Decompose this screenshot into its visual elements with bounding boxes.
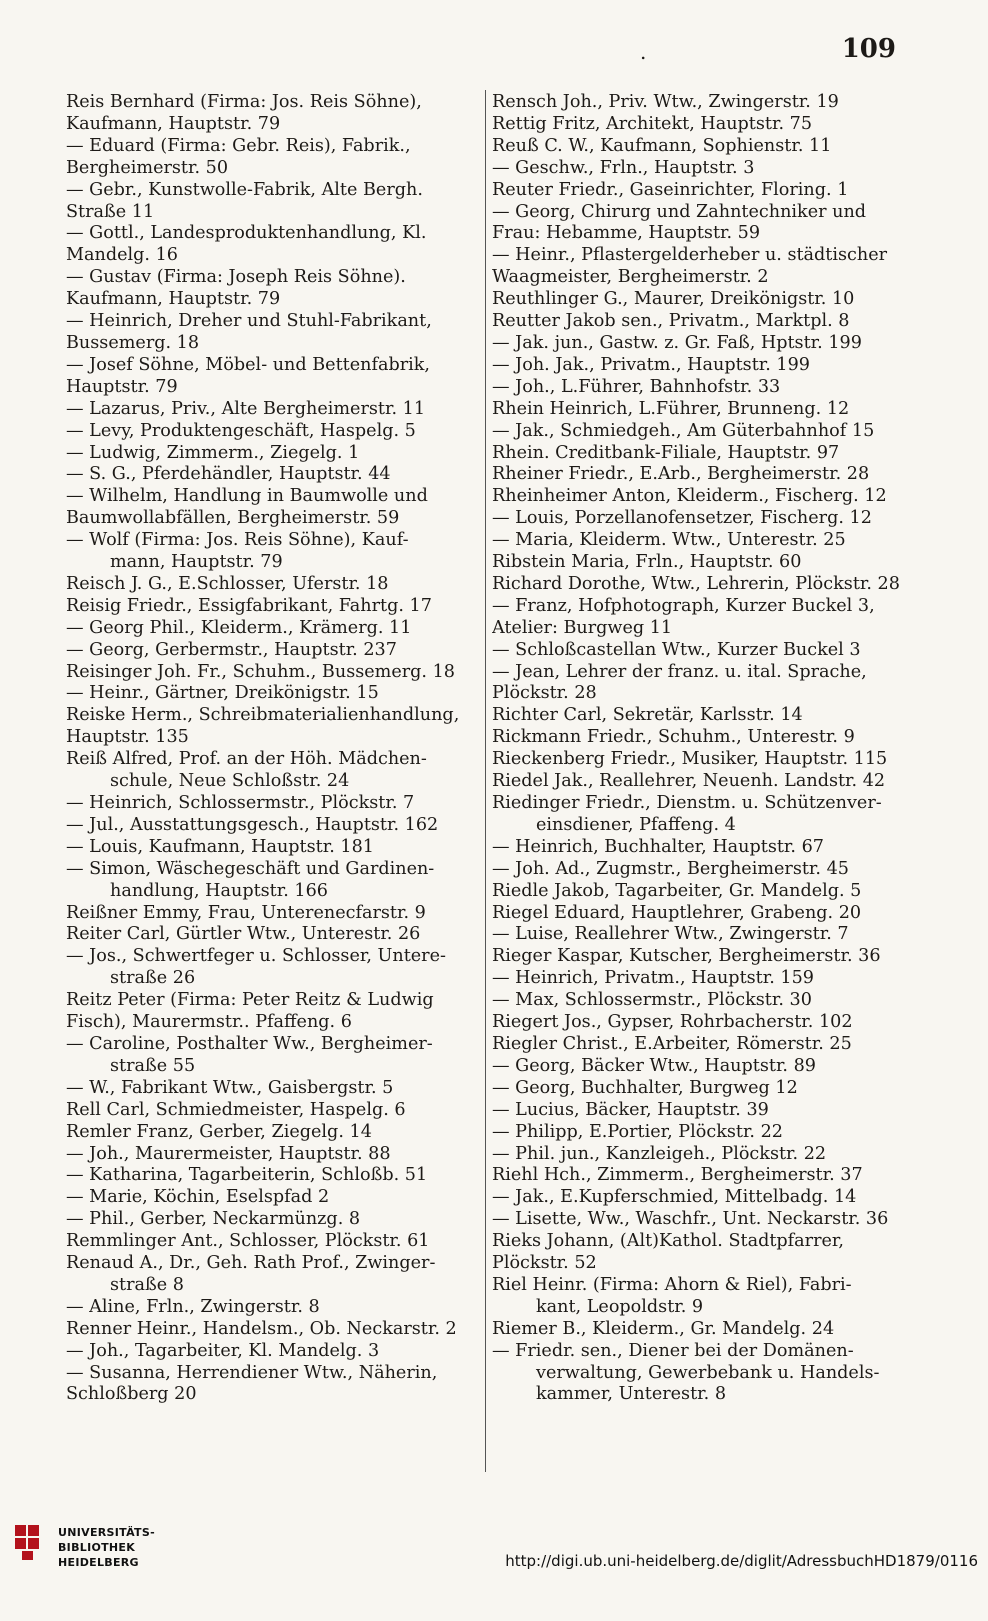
left-column [66, 92, 484, 1406]
directory-entry-line: — Philipp, E.Portier, Plöckstr. 22 [492, 1121, 783, 1142]
logo-line-2: BIBLIOTHEK [58, 1541, 136, 1554]
directory-entry-line: straße 55 [110, 1055, 196, 1076]
directory-entry-line: schule, Neue Schloßstr. 24 [110, 771, 350, 792]
directory-entry-line: — Joh., Tagarbeiter, Kl. Mandelg. 3 [66, 1340, 380, 1361]
directory-entry-line: Straße 11 [66, 201, 155, 222]
directory-entry-line: — Heinrich, Schlossermstr., Plöckstr. 7 [66, 793, 415, 813]
directory-entry-line: Hauptstr. 79 [66, 376, 178, 397]
directory-entry-line: — Max, Schlossermstr., Plöckstr. 30 [492, 990, 812, 1011]
directory-entry-line: straße 8 [110, 1274, 184, 1295]
logo-line-3: HEIDELBERG [58, 1556, 139, 1569]
directory-entry-line: Mandelg. 16 [66, 245, 178, 266]
directory-entry-line: Riedinger Friedr., Dienstm. u. Schützenver- [492, 793, 882, 813]
directory-entry-line: — Friedr. sen., Diener bei der Domänen- [492, 1340, 854, 1361]
directory-entry-line: Ribstein Maria, Frln., Hauptstr. 60 [492, 552, 802, 573]
directory-entry-line: — Lisette, Ww., Waschfr., Unt. Neckarstr. 36 [492, 1209, 889, 1230]
directory-entry-line: Riegler Christ., E.Arbeiter, Römerstr. 25 [492, 1033, 852, 1054]
directory-entry-line: Renner Heinr., Handelsm., Ob. Neckarstr. 2 [66, 1318, 457, 1339]
library-logo-icon [12, 1522, 52, 1562]
directory-entry-line: — Jul., Ausstattungsgesch., Hauptstr. 162 [66, 814, 439, 835]
directory-entry-line: — Luise, Reallehrer Wtw., Zwingerstr. 7 [492, 924, 849, 945]
directory-entry-line: Kaufmann, Hauptstr. 79 [66, 289, 281, 310]
directory-entry-line: Reiske Herm., Schreibmaterialienhandlung, [66, 705, 460, 726]
directory-entry-line: — Geschw., Frln., Hauptstr. 3 [492, 157, 755, 178]
directory-entry-line: Rickmann Friedr., Schuhm., Unterestr. 9 [492, 727, 855, 748]
directory-entry-line: — W., Fabrikant Wtw., Gaisbergstr. 5 [66, 1077, 394, 1098]
directory-entry-line: Richard Dorothe, Wtw., Lehrerin, Plöckstr. 28 [492, 573, 900, 594]
directory-entry-line: Reuter Friedr., Gaseinrichter, Floring. 1 [492, 179, 849, 200]
directory-entry-line: Reiß Alfred, Prof. an der Höh. Mädchen- [66, 749, 427, 770]
directory-entry-line: Atelier: Burgweg 11 [492, 617, 673, 638]
directory-entry-line: Rheinheimer Anton, Kleiderm., Fischerg. 12 [492, 486, 887, 507]
directory-entry-line: — Heinr., Pflastergelderheber u. städtischer [492, 245, 888, 266]
directory-entry-line: Reisch J. G., E.Schlosser, Uferstr. 18 [66, 573, 389, 594]
directory-entry-line: Rettig Fritz, Architekt, Hauptstr. 75 [492, 113, 813, 134]
directory-entry-line: — Simon, Wäschegeschäft und Gardinen- [66, 858, 435, 879]
directory-entry-line: — Jak., Schmiedgeh., Am Güterbahnhof 15 [492, 420, 875, 441]
directory-entry-line: — S. G., Pferdehändler, Hauptstr. 44 [66, 464, 391, 485]
directory-entry-line: — Joh. Ad., Zugmstr., Bergheimerstr. 45 [492, 858, 849, 879]
directory-entry-line: — Jos., Schwertfeger u. Schlosser, Untere- [66, 946, 446, 967]
directory-entry-line: Reitz Peter (Firma: Peter Reitz & Ludwig [66, 990, 434, 1011]
directory-entry-line: verwaltung, Gewerbebank u. Handels- [536, 1362, 880, 1383]
directory-entry-line: — Joh., L.Führer, Bahnhofstr. 33 [492, 376, 781, 397]
directory-entry-line: Riemer B., Kleiderm., Gr. Mandelg. 24 [492, 1318, 835, 1339]
directory-entry-line: — Phil., Gerber, Neckarmünzg. 8 [66, 1209, 361, 1230]
directory-entry-line: — Georg, Gerbermstr., Hauptstr. 237 [66, 639, 397, 660]
directory-entry-line: Plöckstr. 28 [492, 683, 597, 704]
directory-entry-line: — Josef Söhne, Möbel- und Bettenfabrik, [66, 354, 431, 375]
logo-line-1: UNIVERSITÄTS- [58, 1526, 155, 1539]
directory-entry-line: — Gustav (Firma: Joseph Reis Söhne). [66, 267, 406, 288]
directory-entry-line: Rell Carl, Schmiedmeister, Haspelg. 6 [66, 1099, 406, 1120]
directory-entry-line: Reutter Jakob sen., Privatm., Marktpl. 8 [492, 311, 850, 332]
directory-entry-line: Rieger Kaspar, Kutscher, Bergheimerstr. 36 [492, 946, 881, 967]
directory-entry-line: — Jean, Lehrer der franz. u. ital. Sprache, [492, 661, 867, 682]
directory-entry-line: — Lucius, Bäcker, Hauptstr. 39 [492, 1099, 769, 1120]
directory-entry-line: Rieckenberg Friedr., Musiker, Hauptstr. 115 [492, 749, 888, 770]
directory-entry-line: — Louis, Porzellanofensetzer, Fischerg. 12 [492, 508, 872, 529]
directory-entry-line: Reiter Carl, Gürtler Wtw., Unterestr. 26 [66, 924, 421, 945]
directory-entry-line: — Georg, Chirurg und Zahntechniker und [492, 201, 867, 222]
directory-entry-line: — Heinrich, Dreher und Stuhl-Fabrikant, [66, 311, 432, 332]
directory-entry-line: Waagmeister, Bergheimerstr. 2 [492, 267, 769, 288]
directory-entry-line: — Georg, Buchhalter, Burgweg 12 [492, 1077, 798, 1098]
directory-entry-line: Riehl Hch., Zimmerm., Bergheimerstr. 37 [492, 1165, 863, 1186]
directory-entry-line: Riegert Jos., Gypser, Rohrbacherstr. 102 [492, 1012, 853, 1033]
page-number: 109 [841, 34, 896, 64]
column-divider [485, 90, 486, 1472]
directory-entry-line: — Phil. jun., Kanzleigeh., Plöckstr. 22 [492, 1143, 827, 1164]
directory-entry-line: — Levy, Produktengeschäft, Haspelg. 5 [66, 420, 416, 441]
directory-entry-line: mann, Hauptstr. 79 [110, 552, 283, 573]
directory-entry-line: Riedle Jakob, Tagarbeiter, Gr. Mandelg. 5 [492, 880, 862, 901]
directory-entry-line: handlung, Hauptstr. 166 [110, 880, 328, 901]
directory-entry-line: Riel Heinr. (Firma: Ahorn & Riel), Fabri- [492, 1274, 852, 1295]
directory-entry-line: Fisch), Maurermstr.. Pfaffeng. 6 [66, 1012, 352, 1033]
directory-entry-line: Rheiner Friedr., E.Arb., Bergheimerstr. 28 [492, 464, 870, 485]
directory-entry-line: — Joh., Maurermeister, Hauptstr. 88 [66, 1143, 391, 1164]
directory-entry-line: Rhein Heinrich, L.Führer, Brunneng. 12 [492, 398, 850, 419]
directory-entry-line: Rhein. Creditbank-Filiale, Hauptstr. 97 [492, 442, 840, 463]
directory-entry-line: Rieks Johann, (Alt)Kathol. Stadtpfarrer, [492, 1231, 844, 1252]
directory-entry-line: Hauptstr. 135 [66, 727, 189, 748]
directory-entry-line: — Gebr., Kunstwolle-Fabrik, Alte Bergh. [66, 179, 423, 200]
library-logo [12, 1518, 155, 1598]
directory-entry-line: — Gottl., Landesproduktenhandlung, Kl. [66, 223, 427, 244]
directory-entry-line: Reuthlinger G., Maurer, Dreikönigstr. 10 [492, 289, 855, 310]
directory-entry-line: — Schloßcastellan Wtw., Kurzer Buckel 3 [492, 639, 861, 660]
directory-entry-line: Reisinger Joh. Fr., Schuhm., Bussemerg. 18 [66, 661, 456, 682]
directory-entry-line: — Eduard (Firma: Gebr. Reis), Fabrik., [66, 135, 411, 156]
directory-entry-line: — Wolf (Firma: Jos. Reis Söhne), Kauf- [66, 530, 409, 551]
directory-entry-line: einsdiener, Pfaffeng. 4 [536, 814, 736, 835]
directory-entry-line: — Maria, Kleiderm. Wtw., Unterestr. 25 [492, 530, 846, 551]
directory-entry-line: Reis Bernhard (Firma: Jos. Reis Söhne), [66, 92, 422, 112]
directory-entry-line: — Heinrich, Privatm., Hauptstr. 159 [492, 968, 814, 989]
directory-entry-line: Baumwollabfällen, Bergheimerstr. 59 [66, 508, 400, 529]
directory-entry-line: — Ludwig, Zimmerm., Ziegelg. 1 [66, 442, 360, 463]
directory-entry-line: Bergheimerstr. 50 [66, 157, 229, 178]
directory-entry-line: straße 26 [110, 968, 196, 989]
directory-entry-line: Remmlinger Ant., Schlosser, Plöckstr. 61 [66, 1231, 430, 1252]
directory-entry-line: Kaufmann, Hauptstr. 79 [66, 113, 281, 134]
directory-entry-line: — Marie, Köchin, Eselspfad 2 [66, 1187, 330, 1208]
directory-entry-line: — Aline, Frln., Zwingerstr. 8 [66, 1296, 320, 1317]
source-url[interactable]: http://digi.ub.uni-heidelberg.de/diglit/AdressbuchHD1879/0116 [505, 1552, 978, 1570]
directory-entry-line: kammer, Unterestr. 8 [536, 1384, 727, 1405]
directory-entry-line: — Heinr., Gärtner, Dreikönigstr. 15 [66, 683, 379, 704]
directory-entry-line: Renaud A., Dr., Geh. Rath Prof., Zwinger- [66, 1253, 436, 1274]
directory-entry-line: — Georg, Bäcker Wtw., Hauptstr. 89 [492, 1055, 816, 1076]
directory-entry-line: — Georg Phil., Kleiderm., Krämerg. 11 [66, 617, 412, 638]
directory-entry-line: Frau: Hebamme, Hauptstr. 59 [492, 223, 761, 244]
directory-entry-line: — Franz, Hofphotograph, Kurzer Buckel 3, [492, 595, 875, 616]
directory-entry-line: — Katharina, Tagarbeiterin, Schloßb. 51 [66, 1165, 428, 1186]
directory-entry-line: Schloßberg 20 [66, 1384, 197, 1405]
directory-entry-line: — Lazarus, Priv., Alte Bergheimerstr. 11 [66, 398, 426, 419]
directory-entry-line: — Heinrich, Buchhalter, Hauptstr. 67 [492, 836, 824, 857]
directory-entry-line: Reisig Friedr., Essigfabrikant, Fahrtg. 17 [66, 595, 432, 616]
directory-entry-line: Riedel Jak., Reallehrer, Neuenh. Landstr. 42 [492, 771, 886, 792]
page-mark: . [640, 40, 647, 64]
directory-entry-line: Bussemerg. 18 [66, 332, 200, 353]
directory-entry-line: Richter Carl, Sekretär, Karlsstr. 14 [492, 705, 803, 726]
directory-entry-line: — Wilhelm, Handlung in Baumwolle und [66, 486, 428, 507]
directory-entry-line: Rensch Joh., Priv. Wtw., Zwingerstr. 19 [492, 92, 839, 112]
directory-entry-line: — Caroline, Posthalter Ww., Bergheimer- [66, 1033, 433, 1054]
directory-entry-line: — Joh. Jak., Privatm., Hauptstr. 199 [492, 354, 811, 375]
directory-entry-line: Remler Franz, Gerber, Ziegelg. 14 [66, 1121, 372, 1142]
directory-entry-line: — Susanna, Herrendiener Wtw., Näherin, [66, 1362, 438, 1383]
directory-entry-line: kant, Leopoldstr. 9 [536, 1296, 704, 1317]
directory-entry-line: — Jak. jun., Gastw. z. Gr. Faß, Hptstr. 199 [492, 332, 862, 353]
directory-entry-line: — Louis, Kaufmann, Hauptstr. 181 [66, 836, 374, 857]
directory-entry-line: Reuß C. W., Kaufmann, Sophienstr. 11 [492, 135, 832, 156]
right-column [492, 92, 914, 1406]
directory-entry-line: Plöckstr. 52 [492, 1253, 597, 1274]
directory-entry-line: Reißner Emmy, Frau, Unterenecfarstr. 9 [66, 902, 426, 923]
directory-entry-line: — Jak., E.Kupferschmied, Mittelbadg. 14 [492, 1187, 857, 1208]
directory-entry-line: Riegel Eduard, Hauptlehrer, Grabeng. 20 [492, 902, 862, 923]
footer [0, 1512, 988, 1602]
